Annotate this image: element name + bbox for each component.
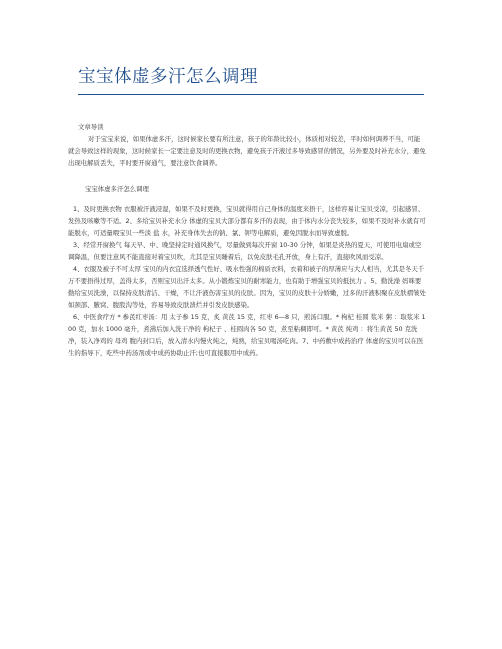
lead-heading: 文章导读: [78, 123, 104, 131]
page-title: 宝宝体虚多汗怎么调理: [78, 67, 258, 87]
lead-paragraph: 对于宝宝来说，如果体虚多汗，这时候家长要有所注意，孩子的年龄比较小，体质相对较差，平时如何调养不当，可能就会导致这样的现象，这时候家长一定要注意及时的更换衣物，避免孩子汗液过多导致感冒的情况，另外要及时补充水分，避免出现电解质丢失，平时要开窗通气，要注意饮食调养。: [68, 135, 426, 167]
title-divider: [78, 94, 424, 95]
paragraph-item: 6、中医食疗方 * 参芪红枣汤：用 太子参 15 克，炙 黄芪 15 克，红枣 6—8 只，煎汤口服。* 枸杞 桂圆 浆米 粥 ：取浆米 100 克，加水 1000 毫升，煮沸后加入洗干净的 枸杞子 、桂圆肉各 50 克，煮至粘稠即可。* 黄芪 炖鸡 ：将生黄芪 50 克洗净，装入净鸡的 母鸡 腹内封口后，放入清水内慢火炖之，炖熟，给宝贝喝汤吃肉。7、中药敷中成药治疗 体虚的宝贝可以在医生的指导下，吃些中药汤剂或中成药协助止汗;也可直接服用中成药。: [68, 313, 426, 357]
paragraph-item: 4、衣服及被子不可太厚 宝贝的内衣宜选择透气性好、吸水性强的棉质衣料，衣着和被子的厚薄应与大人相当，尤其是冬天千万不要捂得过厚，盖得太多，否则宝贝出汗太多。从小锻炼宝贝的耐寒能力，也有助于增强宝贝的抵抗力 。5、勤洗澡 妈咪要勤给宝贝洗澡，以保持皮肤清洁、干燥，不让汗液伤害宝贝的皮肤。因为，宝贝的皮肤十分娇嫩，过多的汗液积聚在皮肤褶皱处如颈部、腋窝、腹股沟等处，容易导致皮肤溃烂并引发皮肤感染。: [68, 265, 426, 309]
paragraph-item: 3、经常开窗换气 每天早、中、晚坚持定时通风换气，尽量做到每次开窗 10-30 分钟，如果是炎热的夏天，可使用电扇或空调降温，但要注意风不能直接对着宝贝吹，尤其是宝贝睡着后，以免皮肤毛孔开放，身上有汗，直接吹风而受凉。: [68, 241, 422, 261]
document-body: [68, 121, 426, 359]
paragraph-item: 1、及时更换衣物 衣服被汗液浸湿，如果不及时更换，宝贝就得用自己身体的温度来捂干，这样容易让宝贝受凉，引起感冒、发热及咳嗽等不适。2、多给宝贝补充水分 体虚的宝贝大部分都有多汗的表现，由于体内水分丧失较多，如果不及时补水就有可能脱水，可适量喂宝贝一些淡 盐 水，补充身体失去的钠、氯、钾等电解质，避免因脱水而导致虚脱。: [68, 205, 426, 237]
section-heading: 宝宝体虚多汗怎么调理: [85, 185, 149, 193]
